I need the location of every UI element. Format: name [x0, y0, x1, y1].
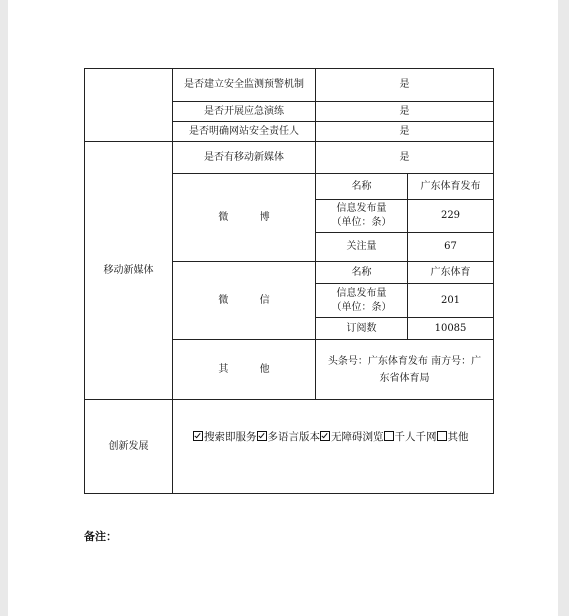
option-label: 无障碍浏览 [331, 431, 384, 443]
option-personalized[interactable] [384, 431, 437, 443]
checkbox-unchecked-icon[interactable] [437, 431, 447, 441]
monitoring-label: 是否建立安全监测预警机制 [173, 69, 316, 102]
option-accessibility[interactable] [320, 431, 384, 443]
checkbox-unchecked-icon[interactable] [384, 431, 394, 441]
option-other[interactable] [437, 431, 469, 443]
checkbox-checked-icon[interactable] [320, 431, 330, 441]
has-mobile-label: 是否有移动新媒体 [173, 142, 316, 174]
drill-value: 是 [316, 102, 494, 122]
weibo-name-value: 广东体育发布 [408, 174, 494, 200]
table-row [85, 142, 494, 174]
other-media-label: 其 他 [173, 340, 316, 400]
monitoring-value: 是 [316, 69, 494, 102]
weibo-posts-label: 信息发布量 （单位：条） [316, 200, 408, 233]
report-table [84, 68, 494, 494]
weibo-posts-value: 229 [408, 200, 494, 233]
weibo-followers-value: 67 [408, 233, 494, 262]
option-label: 千人千网 [394, 431, 437, 443]
wechat-posts-value: 201 [408, 284, 494, 318]
responsible-value: 是 [316, 122, 494, 142]
checkbox-checked-icon[interactable] [193, 431, 203, 441]
option-label: 搜索即服务 [204, 431, 257, 443]
innovation-section-label: 创新发展 [85, 400, 173, 494]
wechat-label: 微 信 [173, 262, 316, 340]
responsible-label: 是否明确网站安全责任人 [173, 122, 316, 142]
option-label: 多语言版本 [267, 431, 320, 443]
wechat-subscribers-label: 订阅数 [316, 318, 408, 340]
option-search-service[interactable] [193, 431, 257, 443]
drill-label: 是否开展应急演练 [173, 102, 316, 122]
empty-section-cell [85, 69, 173, 142]
note-label: 备注： [84, 530, 117, 543]
innovation-options [173, 400, 494, 494]
wechat-subscribers-value: 10085 [408, 318, 494, 340]
weibo-name-label: 名称 [316, 174, 408, 200]
table-row [85, 400, 494, 494]
wechat-name-label: 名称 [316, 262, 408, 284]
wechat-posts-label: 信息发布量 （单位：条） [316, 284, 408, 318]
other-media-value: 头条号：广东体育发布 南方号：广东省体育局 [316, 340, 494, 400]
option-label: 其他 [447, 431, 469, 443]
mobile-media-section-label: 移动新媒体 [85, 142, 173, 400]
checkbox-checked-icon[interactable] [257, 431, 267, 441]
has-mobile-value: 是 [316, 142, 494, 174]
table-row [85, 69, 494, 102]
weibo-followers-label: 关注量 [316, 233, 408, 262]
wechat-name-value: 广东体育 [408, 262, 494, 284]
weibo-label: 微 博 [173, 174, 316, 262]
option-multilingual[interactable] [257, 431, 321, 443]
document-page [8, 0, 558, 616]
